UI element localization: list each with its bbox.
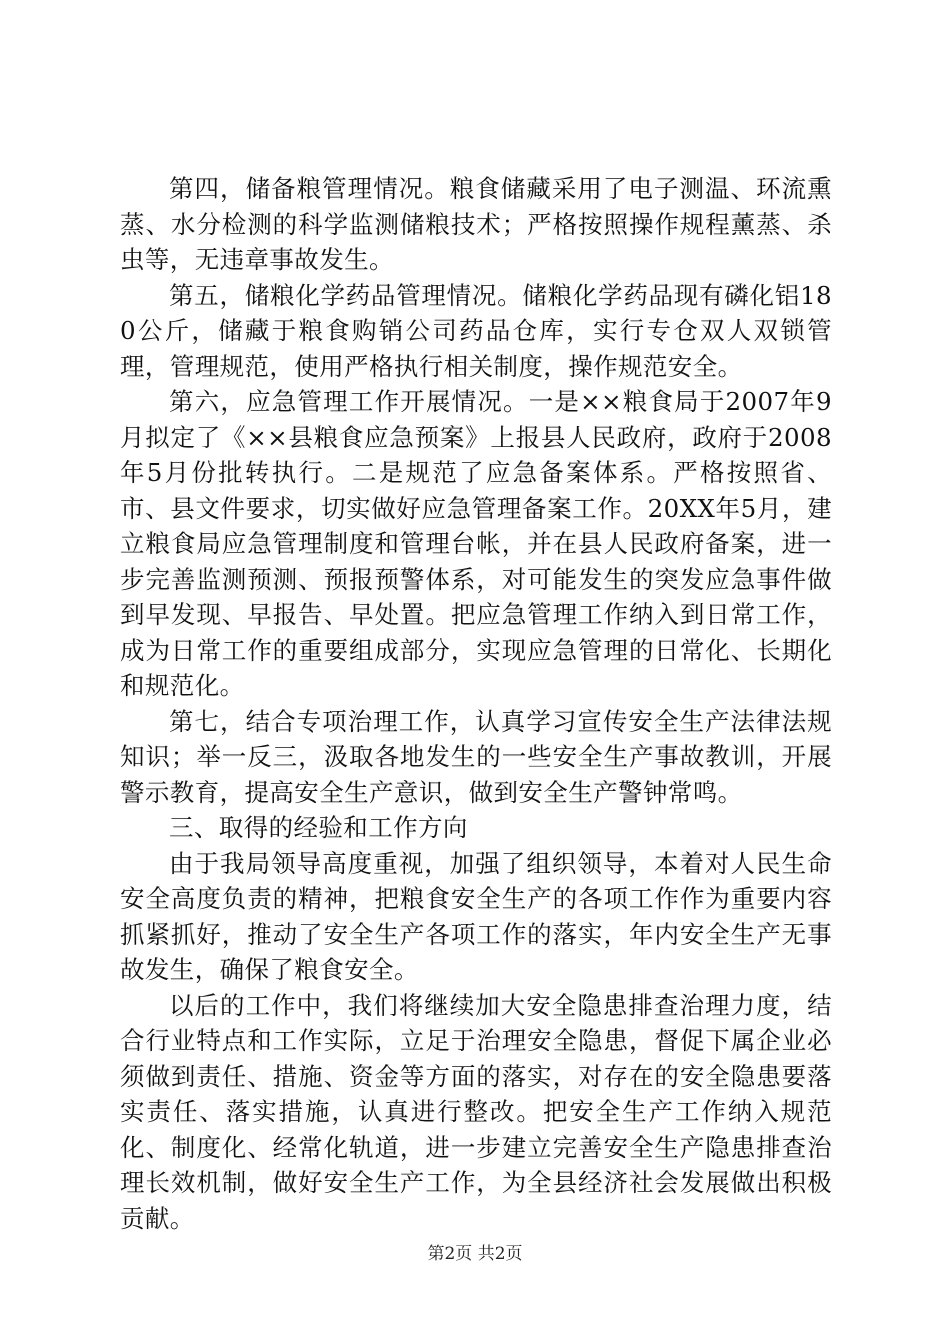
- paragraph-special-governance: 第七，结合专项治理工作，认真学习宣传安全生产法律法规知识；举一反三，汲取各地发生的一些安全生产事故教训，开展警示教育，提高安全生产意识，做到安全生产警钟常鸣。: [120, 706, 832, 807]
- paragraph-future-work: 以后的工作中，我们将继续加大安全隐患排查治理力度，结合行业特点和工作实际，立足于治理安全隐患，督促下属企业必须做到责任、措施、资金等方面的落实，对存在的安全隐患要落实责任、落实措施，认真进行整改。把安全生产工作纳入规范化、制度化、经常化轨道，进一步建立完善安全生产隐患排查治理长效机制，做好安全生产工作，为全县经济社会发展做出积极贡献。: [120, 990, 832, 1233]
- paragraph-storage-management: 第四，储备粮管理情况。粮食储藏采用了电子测温、环流熏蒸、水分检测的科学监测储粮技术；严格按照操作规程薰蒸、杀虫等，无违章事故发生。: [120, 174, 832, 274]
- paragraph-chemical-management: 第五，储粮化学药品管理情况。储粮化学药品现有磷化铝180公斤，储藏于粮食购销公司药品仓库，实行专仓双人双锁管理，管理规范，使用严格执行相关制度，操作规范安全。: [120, 280, 832, 381]
- document-body: [120, 171, 832, 1236]
- section-heading-experience: 三、取得的经验和工作方向: [169, 813, 468, 842]
- paragraph-emergency-management: 第六，应急管理工作开展情况。一是××粮食局于2007年9月拟定了《××县粮食应急预案》上报县人民政府，政府于2008年5月份批转执行。二是规范了应急备案体系。严格按照省、市、县文件要求，切实做好应急管理备案工作。20XX年5月，建立粮食局应急管理制度和管理台帐，并在县人民政府备案，进一步完善监测预测、预报预警体系，对可能发生的突发应急事件做到早发现、早报告、早处置。把应急管理工作纳入到日常工作，成为日常工作的重要组成部分，实现应急管理的日常化、长期化和规范化。: [120, 387, 832, 700]
- page-number-footer: 第2页 共2页: [427, 1244, 523, 1264]
- paragraph-experience: 由于我局领导高度重视，加强了组织领导，本着对人民生命安全高度负责的精神，把粮食安全生产的各项工作作为重要内容抓紧抓好，推动了安全生产各项工作的落实，年内安全生产无事故发生，确保了粮食安全。: [120, 848, 832, 984]
